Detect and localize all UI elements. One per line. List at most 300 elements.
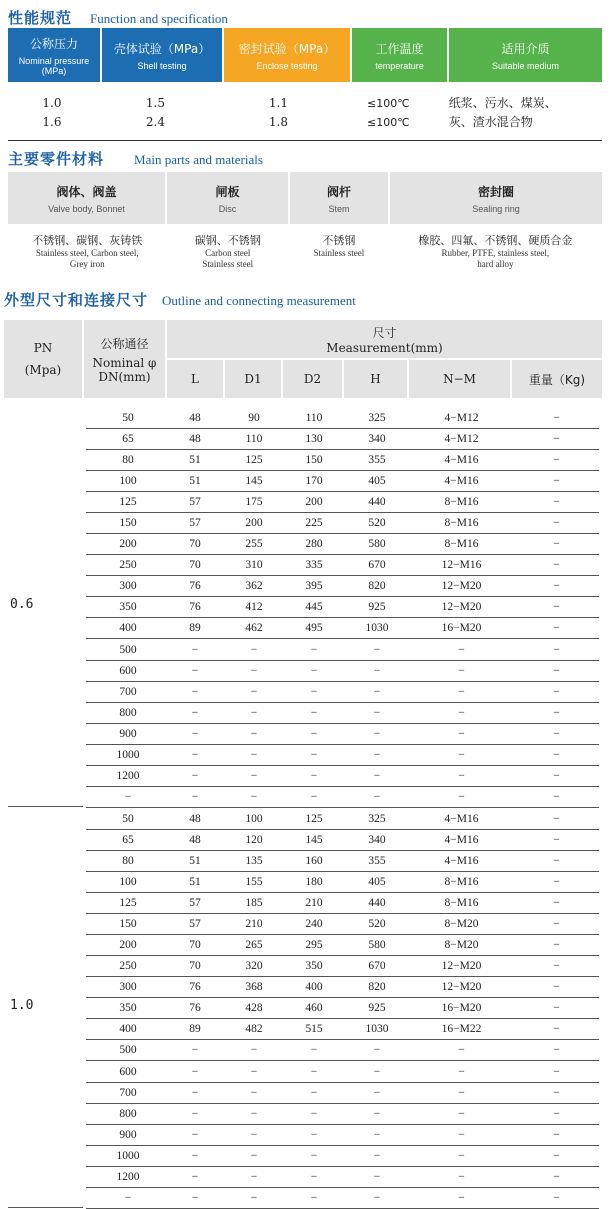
- table-cell: 125: [119, 897, 137, 909]
- table-cell: 135: [245, 855, 263, 867]
- table-cell: 495: [305, 622, 323, 634]
- table-cell: −: [373, 1044, 381, 1056]
- table-cell: −: [250, 665, 258, 677]
- table-row: [86, 976, 599, 998]
- parts-header-cell: [8, 172, 165, 224]
- table-cell: 170: [305, 475, 323, 487]
- table-cell: −: [310, 686, 318, 698]
- table-cell: 51: [189, 876, 201, 888]
- table-row: [86, 808, 599, 830]
- table-cell: 400: [119, 622, 137, 634]
- table-cell: 405: [368, 475, 386, 487]
- table-cell: 89: [189, 622, 201, 634]
- part-name-cn: 闸板: [215, 184, 240, 199]
- spec-header-en: temperature: [375, 60, 424, 71]
- table-row: [86, 596, 599, 618]
- table-cell: 65: [122, 433, 134, 445]
- header-meas-en: Measurement(mm): [326, 340, 443, 355]
- table-row: [86, 997, 599, 1019]
- table-cell: −: [553, 686, 560, 698]
- table-cell: −: [553, 644, 560, 656]
- table-cell: −: [458, 770, 465, 782]
- table-cell: −: [250, 1192, 258, 1204]
- table-cell: 150: [119, 918, 137, 930]
- table-cell: 175: [245, 496, 263, 508]
- table-row: [86, 470, 599, 492]
- table-row: [86, 1187, 599, 1209]
- section-title-function: [8, 8, 228, 28]
- table-cell: 325: [368, 412, 386, 424]
- table-row: [86, 871, 599, 893]
- table-cell: −: [553, 559, 560, 571]
- table-cell: 80: [122, 454, 134, 466]
- table-cell: 76: [189, 580, 201, 592]
- table-cell: 1200: [116, 1171, 140, 1183]
- spec-header-cn: 工作温度: [375, 41, 424, 56]
- table-cell: 400: [305, 981, 323, 993]
- table-cell: 700: [119, 686, 137, 698]
- table-row: [86, 1039, 599, 1061]
- header-col: 重量（Kg): [512, 360, 602, 398]
- table-cell: 4−M12: [444, 433, 479, 445]
- table-row: [86, 554, 599, 576]
- table-cell: 255: [245, 538, 263, 550]
- parts-material-cell: [166, 233, 289, 270]
- table-cell: 51: [189, 475, 201, 487]
- table-row: [86, 1166, 599, 1188]
- table-cell: 70: [189, 538, 201, 550]
- table-cell: 145: [245, 475, 263, 487]
- table-row: [86, 744, 599, 766]
- table-cell: 200: [245, 517, 263, 529]
- table-cell: −: [553, 454, 560, 466]
- material-cn: 不锈钢、碳钢、灰铸铁: [32, 234, 143, 247]
- table-cell: 57: [189, 897, 201, 909]
- part-name-cn: 阀杆: [326, 184, 351, 199]
- table-cell: −: [458, 1129, 465, 1141]
- table-cell: −: [191, 686, 199, 698]
- table-cell: 125: [245, 454, 263, 466]
- table-cell: 4−M16: [444, 454, 479, 466]
- spec-header-en: Suitable medium: [491, 60, 560, 71]
- pn-group-divider: [8, 1207, 83, 1208]
- table-cell: −: [191, 707, 199, 719]
- table-cell: −: [553, 433, 560, 445]
- table-cell: 350: [305, 960, 323, 972]
- header-measurement: [167, 320, 602, 358]
- table-cell: −: [458, 665, 465, 677]
- table-cell: 76: [189, 981, 201, 993]
- table-cell: 4−M16: [444, 813, 479, 825]
- table-cell: −: [553, 791, 560, 803]
- table-cell: 500: [119, 1044, 137, 1056]
- spec-header-cell: [102, 28, 222, 82]
- table-cell: −: [191, 1150, 199, 1162]
- table-cell: −: [310, 1044, 318, 1056]
- table-cell: 200: [305, 496, 323, 508]
- table-cell: 12−M16: [441, 559, 482, 571]
- spec-cell: 1.1: [268, 96, 289, 110]
- header-pn-unit: (Mpa): [24, 363, 62, 377]
- table-cell: −: [310, 1087, 318, 1099]
- table-cell: −: [458, 1066, 465, 1078]
- table-cell: 335: [305, 559, 323, 571]
- table-cell: 362: [245, 580, 263, 592]
- table-cell: −: [553, 918, 560, 930]
- table-cell: −: [553, 601, 560, 613]
- table-cell: −: [310, 1150, 318, 1162]
- table-cell: 180: [305, 876, 323, 888]
- table-cell: 580: [368, 939, 386, 951]
- spec-header-en: Shell testing: [137, 60, 187, 71]
- spec-row: [8, 113, 602, 132]
- table-row: [86, 617, 599, 639]
- table-cell: −: [458, 1108, 465, 1120]
- table-cell: −: [250, 1066, 258, 1078]
- dimension-header: [4, 320, 602, 398]
- table-cell: 48: [189, 834, 201, 846]
- section-title-cn: 主要零件材料: [8, 150, 105, 168]
- table-cell: −: [458, 1171, 465, 1183]
- table-cell: −: [553, 1087, 560, 1099]
- table-cell: −: [373, 644, 381, 656]
- table-row: [86, 786, 599, 808]
- table-cell: 600: [119, 665, 137, 677]
- section-title-outline: [4, 290, 356, 310]
- table-cell: −: [458, 644, 465, 656]
- section-title-parts: [8, 149, 263, 169]
- table-row: [86, 407, 599, 429]
- table-cell: 355: [368, 454, 386, 466]
- section-title-en: Function and specification: [90, 11, 228, 26]
- table-cell: −: [310, 728, 318, 740]
- table-cell: 70: [189, 559, 201, 571]
- table-cell: −: [250, 1171, 258, 1183]
- table-cell: −: [553, 475, 560, 487]
- table-row: [86, 1061, 599, 1083]
- table-cell: −: [191, 728, 199, 740]
- table-cell: −: [250, 728, 258, 740]
- table-cell: 8−M16: [444, 517, 479, 529]
- table-row: [86, 1103, 599, 1125]
- table-cell: −: [373, 791, 381, 803]
- spec-cell: ≤100℃: [367, 97, 410, 110]
- table-cell: −: [553, 707, 560, 719]
- table-cell: −: [553, 1171, 560, 1183]
- spec-header-cn: 公称压力: [29, 36, 78, 51]
- pn-group-divider: [8, 806, 83, 807]
- table-row: [86, 449, 599, 471]
- table-cell: −: [458, 791, 465, 803]
- table-cell: −: [458, 707, 465, 719]
- table-cell: −: [250, 686, 258, 698]
- table-cell: −: [250, 770, 258, 782]
- table-cell: 1000: [116, 1150, 140, 1162]
- material-cn: 橡胶、四氟、不锈钢、硬质合金: [418, 234, 573, 247]
- spec-body: [8, 94, 602, 132]
- table-cell: 225: [305, 517, 323, 529]
- table-cell: 185: [245, 897, 263, 909]
- table-row: [86, 934, 599, 956]
- table-cell: 800: [119, 1108, 137, 1120]
- table-cell: 12−M20: [441, 601, 482, 613]
- table-row: [86, 660, 599, 682]
- material-en: Rubber, PTFE, stainless steel,: [441, 248, 550, 258]
- table-cell: −: [553, 1023, 560, 1035]
- table-cell: 250: [119, 559, 137, 571]
- table-cell: 76: [189, 1002, 201, 1014]
- spec-cell: 灰、渣水混合物: [448, 115, 533, 129]
- material-en: Stainless steel, Carbon steel,: [35, 248, 139, 258]
- table-cell: −: [553, 622, 560, 634]
- table-cell: 8−M16: [444, 538, 479, 550]
- spec-cell: 纸浆、污水、煤炭、: [448, 96, 557, 110]
- table-cell: 125: [305, 813, 323, 825]
- spec-cell: 1.5: [145, 96, 165, 110]
- parts-body-row: [8, 233, 602, 270]
- table-cell: −: [553, 1129, 560, 1141]
- table-cell: −: [191, 1066, 199, 1078]
- table-row: [86, 913, 599, 935]
- table-cell: 250: [119, 960, 137, 972]
- table-row: [86, 1124, 599, 1146]
- table-cell: −: [458, 749, 465, 761]
- table-cell: 440: [368, 897, 386, 909]
- table-cell: −: [310, 1129, 318, 1141]
- spec-divider: [8, 140, 602, 141]
- table-cell: 670: [368, 559, 386, 571]
- material-cn: 碳钢、不锈钢: [194, 234, 261, 247]
- table-cell: 12−M20: [441, 960, 482, 972]
- table-cell: −: [250, 1087, 258, 1099]
- spec-header-cn: 适用介质: [501, 41, 550, 56]
- table-cell: −: [373, 749, 381, 761]
- table-cell: −: [310, 770, 318, 782]
- table-cell: 100: [119, 876, 137, 888]
- table-cell: 925: [368, 1002, 386, 1014]
- pn-group-label: 1.0: [10, 998, 34, 1013]
- table-cell: −: [458, 728, 465, 740]
- table-cell: 130: [305, 433, 323, 445]
- table-cell: 462: [245, 622, 263, 634]
- table-cell: 4−M16: [444, 855, 479, 867]
- table-cell: −: [373, 686, 381, 698]
- table-cell: −: [250, 1129, 258, 1141]
- table-cell: −: [553, 1044, 560, 1056]
- table-row: [86, 639, 599, 661]
- table-cell: −: [458, 686, 465, 698]
- table-cell: 89: [189, 1023, 201, 1035]
- table-cell: 8−M16: [444, 876, 479, 888]
- table-cell: −: [553, 960, 560, 972]
- table-cell: 310: [245, 559, 263, 571]
- table-cell: −: [310, 707, 318, 719]
- parts-header-cell: [167, 172, 288, 224]
- table-cell: −: [458, 1192, 465, 1204]
- table-cell: −: [250, 707, 258, 719]
- table-cell: −: [191, 665, 199, 677]
- table-cell: 240: [305, 918, 323, 930]
- table-row: [86, 491, 599, 513]
- table-cell: 428: [245, 1002, 263, 1014]
- header-dn-unit: DN(mm): [98, 369, 151, 384]
- table-cell: 50: [122, 813, 134, 825]
- table-cell: 520: [368, 918, 386, 930]
- table-cell: 16−M20: [441, 1002, 482, 1014]
- table-cell: 12−M20: [441, 580, 482, 592]
- header-pn-label: PN: [33, 341, 53, 355]
- table-cell: 70: [189, 939, 201, 951]
- table-cell: 400: [119, 1023, 137, 1035]
- parts-header-cell: [290, 172, 388, 224]
- table-cell: −: [310, 644, 318, 656]
- section-title-cn: 性能规范: [8, 9, 73, 27]
- table-row: [86, 428, 599, 450]
- table-cell: −: [553, 981, 560, 993]
- table-row: [86, 955, 599, 977]
- table-cell: −: [373, 665, 381, 677]
- table-cell: −: [553, 834, 560, 846]
- table-cell: 900: [119, 1129, 137, 1141]
- table-cell: 12−M20: [441, 981, 482, 993]
- table-cell: 1000: [116, 749, 140, 761]
- table-cell: 670: [368, 960, 386, 972]
- table-cell: −: [250, 644, 258, 656]
- table-cell: 57: [189, 918, 201, 930]
- table-cell: 340: [368, 834, 386, 846]
- table-cell: −: [553, 517, 560, 529]
- spec-header-row: [8, 28, 602, 82]
- table-cell: −: [553, 580, 560, 592]
- table-cell: −: [191, 1171, 199, 1183]
- spec-header-cell: [449, 28, 602, 82]
- table-cell: 210: [245, 918, 263, 930]
- table-cell: −: [373, 707, 381, 719]
- table-cell: 368: [245, 981, 263, 993]
- table-cell: −: [553, 1066, 560, 1078]
- table-cell: 200: [119, 939, 137, 951]
- table-cell: −: [458, 1150, 465, 1162]
- spec-header-cell: [224, 28, 350, 82]
- table-cell: −: [191, 749, 199, 761]
- material-en: hard alloy: [477, 259, 514, 269]
- table-cell: 350: [119, 601, 137, 613]
- header-pn: [4, 320, 82, 398]
- table-cell: 8−M16: [444, 496, 479, 508]
- table-cell: 150: [305, 454, 323, 466]
- table-cell: −: [458, 1044, 465, 1056]
- part-name-en: Valve body, Bonnet: [48, 203, 125, 214]
- section-title-en: Main parts and materials: [134, 152, 263, 167]
- table-cell: 8−M16: [444, 897, 479, 909]
- parts-material-cell: [289, 233, 389, 270]
- table-cell: 65: [122, 834, 134, 846]
- section-title-en: Outline and connecting measurement: [162, 293, 356, 308]
- table-row: [86, 723, 599, 745]
- spec-header-cell: [8, 28, 100, 82]
- table-cell: −: [310, 1171, 318, 1183]
- table-cell: −: [458, 1087, 465, 1099]
- table-cell: 70: [189, 960, 201, 972]
- table-cell: −: [191, 1087, 199, 1099]
- table-cell: −: [250, 1108, 258, 1120]
- table-cell: 1200: [116, 770, 140, 782]
- table-cell: −: [553, 876, 560, 888]
- table-cell: −: [553, 855, 560, 867]
- table-cell: 1030: [365, 1023, 389, 1035]
- table-cell: −: [553, 538, 560, 550]
- table-cell: −: [373, 1087, 381, 1099]
- table-cell: 48: [189, 813, 201, 825]
- table-cell: 520: [368, 517, 386, 529]
- table-cell: 280: [305, 538, 323, 550]
- table-cell: 320: [245, 960, 263, 972]
- table-cell: −: [373, 1150, 381, 1162]
- table-cell: 120: [245, 834, 263, 846]
- header-col: L: [167, 360, 223, 398]
- spec-cell: 1.8: [268, 115, 289, 129]
- table-cell: −: [310, 665, 318, 677]
- table-cell: 51: [189, 855, 201, 867]
- table-cell: 200: [119, 538, 137, 550]
- table-cell: −: [124, 791, 132, 803]
- table-cell: −: [553, 939, 560, 951]
- table-cell: 405: [368, 876, 386, 888]
- table-cell: −: [191, 791, 199, 803]
- spec-cell: 1.0: [42, 96, 62, 110]
- table-cell: −: [373, 1171, 381, 1183]
- table-cell: −: [373, 770, 381, 782]
- parts-header-row: [8, 172, 602, 224]
- table-cell: −: [250, 791, 258, 803]
- table-cell: 51: [189, 454, 201, 466]
- table-cell: 8−M20: [444, 939, 479, 951]
- table-row: [86, 1082, 599, 1104]
- table-cell: −: [553, 412, 560, 424]
- table-cell: 150: [119, 517, 137, 529]
- table-cell: −: [373, 1192, 381, 1204]
- table-cell: 265: [245, 939, 263, 951]
- table-row: [86, 765, 599, 787]
- table-cell: −: [553, 728, 560, 740]
- table-cell: −: [191, 1192, 199, 1204]
- table-cell: 820: [368, 981, 386, 993]
- table-cell: −: [373, 1066, 381, 1078]
- spec-header-en: Enclose testing: [256, 60, 318, 71]
- spec-header-cell: [352, 28, 447, 82]
- material-cn: 不锈钢: [322, 234, 356, 247]
- table-cell: 4−M16: [444, 475, 479, 487]
- table-row: [86, 892, 599, 914]
- header-dn-cn: 公称通径: [100, 336, 149, 351]
- table-cell: −: [310, 1066, 318, 1078]
- table-cell: −: [310, 749, 318, 761]
- spec-header-cn: 壳体试验（MPa）: [113, 41, 211, 56]
- table-row: [86, 1145, 599, 1167]
- table-cell: 300: [119, 580, 137, 592]
- table-cell: −: [191, 1129, 199, 1141]
- part-name-en: Sealing ring: [472, 203, 520, 214]
- table-cell: −: [250, 749, 258, 761]
- table-cell: −: [310, 1192, 318, 1204]
- spec-header-cn: 密封试验（MPa）: [238, 41, 336, 56]
- table-cell: 57: [189, 496, 201, 508]
- table-cell: 580: [368, 538, 386, 550]
- table-cell: 355: [368, 855, 386, 867]
- material-en: Stainless steel: [313, 248, 365, 258]
- table-cell: 210: [305, 897, 323, 909]
- table-cell: −: [250, 1044, 258, 1056]
